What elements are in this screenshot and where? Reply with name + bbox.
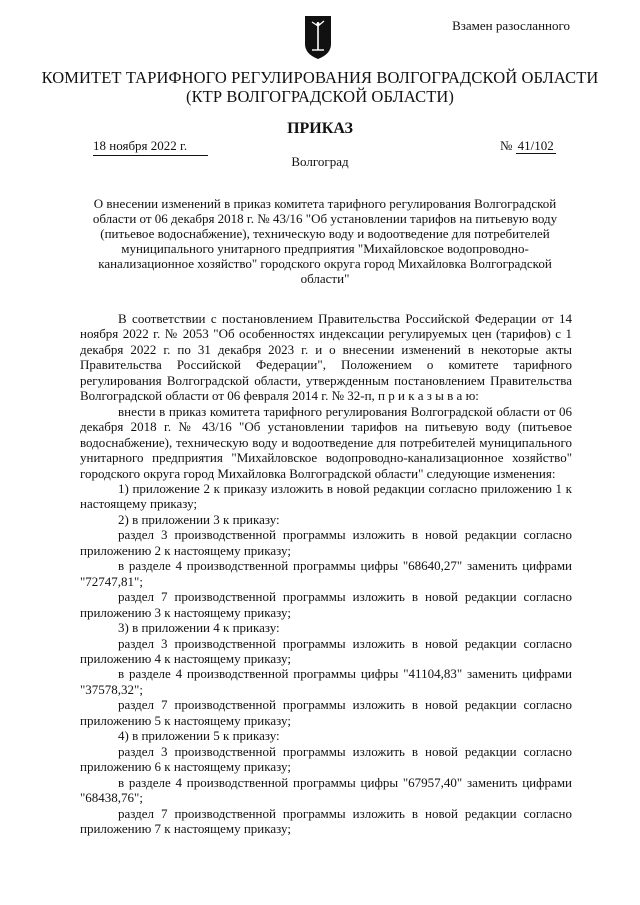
paragraph: В соответствии с постановлением Правительства Российской Федерации от 14 ноября 2022 г. № 2053 "Об особенностях индексации регулируемых цен (тарифов) с 1 декабря 2022 г. по 31 декабря 2023 г. и о внесении изменений в некоторые акты Правительства Российской Федерации", Положением о комитете тарифного регулирования Волгоградской области, утвержденным постановлением Правительства Волгоградской области от 06 февраля 2014 г. № 32-п, п р и к а з ы в а ю: (80, 311, 572, 404)
order-number (500, 138, 556, 154)
committee-name (0, 68, 640, 106)
paragraph: раздел 3 производственной программы изложить в новой редакции согласно приложению 6 к настоящему приказу; (80, 743, 572, 775)
order-subject: О внесении изменений в приказ комитета тарифного регулирования Волгоградской области от 06 декабря 2018 г. № 43/16 "Об установлении тарифов на питьевую воду (питьевое водоснабжение), техническую воду и водоотведение для потребителей муниципального унитарного предприятия "Михайловское водопроводно-канализационное хозяйство" городского округа город Михайловка Волгоградской области" (92, 196, 558, 286)
paragraph: раздел 7 производственной программы изложить в новой редакции согласно приложению 3 к настоящему приказу; (80, 589, 572, 620)
order-city: Волгоград (291, 154, 349, 169)
paragraph: раздел 3 производственной программы изложить в новой редакции согласно приложению 4 к настоящему приказу; (80, 635, 572, 666)
paragraph: в разделе 4 производственной программы цифры "68640,27" заменить цифрами "72747,81"; (80, 558, 572, 589)
committee-name-line1: КОМИТЕТ ТАРИФНОГО РЕГУЛИРОВАНИЯ ВОЛГОГРАДСКОЙ ОБЛАСТИ (41, 68, 599, 87)
committee-name-line2: (КТР ВОЛГОГРАДСКОЙ ОБЛАСТИ) (185, 87, 454, 106)
paragraph: в разделе 4 производственной программы цифры "41104,83" заменить цифрами "37578,32"; (80, 666, 572, 697)
paragraph: 3) в приложении 4 к приказу: (118, 620, 280, 636)
replaced-note: Взамен разосланного (452, 18, 570, 33)
coat-of-arms-icon (303, 14, 333, 60)
order-number-label: № (500, 138, 513, 153)
paragraph: раздел 3 производственной программы изложить в новой редакции согласно приложению 2 к настоящему приказу; (80, 527, 572, 558)
paragraph: раздел 7 производственной программы изложить в новой редакции согласно приложению 7 к настоящему приказу; (80, 805, 572, 836)
order-body (80, 311, 572, 836)
paragraph: 2) в приложении 3 к приказу: (118, 511, 280, 527)
paragraph: 1) приложение 2 к приказу изложить в новой редакции согласно приложению 1 к настоящему приказу; (80, 480, 572, 512)
paragraph: раздел 7 производственной программы изложить в новой редакции согласно приложению 5 к настоящему приказу; (80, 697, 572, 728)
order-date: 18 ноября 2022 г. (93, 138, 208, 156)
order-number-value: 41/102 (517, 138, 554, 153)
paragraph: в разделе 4 производственной программы цифры "67957,40" заменить цифрами "68438,76"; (80, 774, 572, 806)
paragraph: 4) в приложении 5 к приказу: (118, 728, 280, 744)
order-title: ПРИКАЗ (287, 120, 353, 137)
paragraph: внести в приказ комитета тарифного регулирования Волгоградской области от 06 декабря 2018 г. № 43/16 "Об установлении тарифов на питьевую воду (питьевое водоснабжение), техническую воду и водоотведение для потребителей муниципального унитарного предприятия "Михайловское водопроводно-канализационное хозяйство" городского округа город Михайловка Волгоградской области" следующие изменения: (80, 403, 572, 481)
